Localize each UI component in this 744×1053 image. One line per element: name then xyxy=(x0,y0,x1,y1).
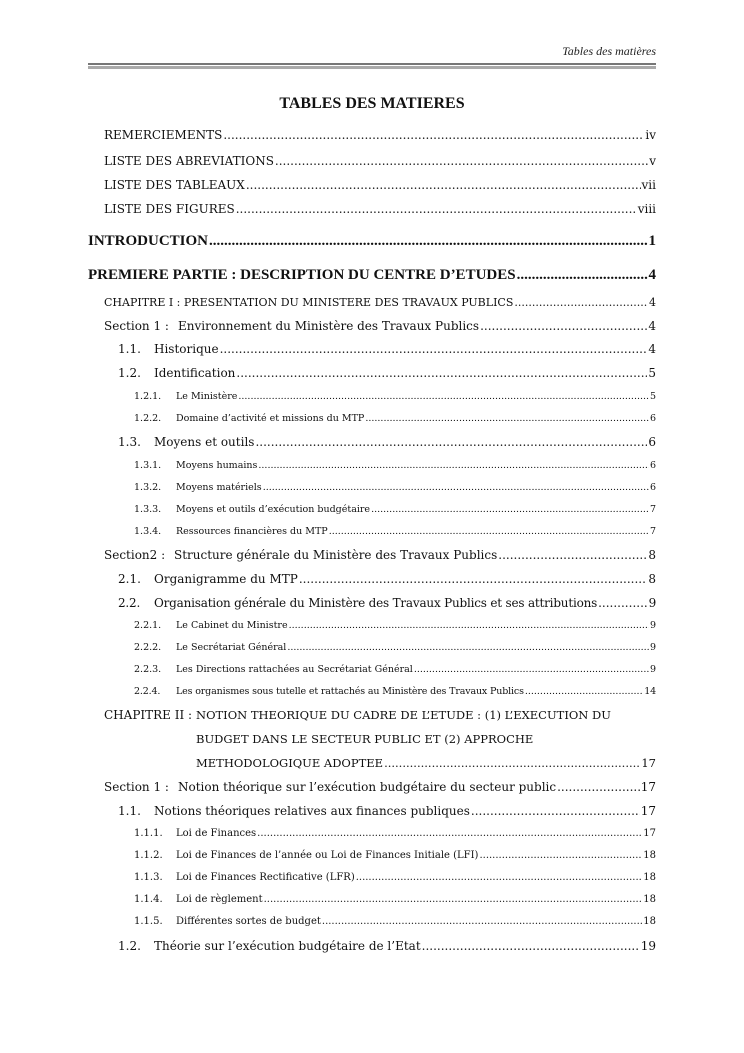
toc-leader xyxy=(422,939,640,953)
toc-page: 9 xyxy=(649,664,656,675)
toc-label: PREMIERE PARTIE : DESCRIPTION DU CENTRE D’ETUDES xyxy=(88,267,516,283)
toc-number: 1.1.5. xyxy=(134,916,163,927)
toc-entry-1-2-1[interactable] xyxy=(134,391,656,402)
toc-entry-ch2-1-1-2[interactable] xyxy=(134,850,656,861)
toc-label: Le Ministère xyxy=(176,391,238,402)
toc-label: Les organismes sous tutelle et rattachés au Ministère des Travaux Publics xyxy=(176,686,524,697)
toc-number: 1.1. xyxy=(118,804,141,818)
toc-page: 8 xyxy=(648,548,656,562)
toc-page: 1 xyxy=(648,233,656,249)
toc-label: Loi de Finances de l’année ou Loi de Finances Initiale (LFI) xyxy=(176,850,479,861)
toc-leader xyxy=(236,366,647,380)
toc-page: 4 xyxy=(649,296,656,309)
toc-entry-section-1-ch2[interactable] xyxy=(104,780,656,794)
toc-leader xyxy=(517,267,648,284)
toc-page: 14 xyxy=(644,686,656,697)
toc-label: Loi de Finances Rectificative (LFR) xyxy=(176,872,355,883)
toc-entry-abreviations[interactable] xyxy=(104,154,656,168)
toc-entry-tableaux[interactable] xyxy=(104,178,656,192)
toc-label: Moyens humains xyxy=(176,460,258,471)
toc-entry-chapitre-1[interactable] xyxy=(104,296,656,309)
header-rule-thick xyxy=(88,66,656,69)
toc-entry-ch2-1-1-1[interactable] xyxy=(134,828,656,839)
toc-number: 1.3.2. xyxy=(134,482,162,493)
toc-label: METHODOLOGIQUE ADOPTEE xyxy=(196,756,384,770)
toc-page: 17 xyxy=(640,804,656,818)
toc-leader xyxy=(299,572,648,586)
toc-leader xyxy=(289,620,649,631)
toc-label: Environnement du Ministère des Travaux Publics xyxy=(178,319,480,333)
toc-leader xyxy=(514,296,648,309)
toc-label: Le Cabinet du Ministre xyxy=(176,620,288,631)
toc-leader xyxy=(479,850,642,861)
toc-leader xyxy=(255,435,647,449)
toc-leader xyxy=(498,548,647,562)
toc-label: Organisation générale du Ministère des Travaux Publics et ses attributions xyxy=(154,596,598,610)
running-header: Tables des matières xyxy=(562,44,656,58)
toc-entry-ch2-1-1-4[interactable] xyxy=(134,894,656,905)
toc-entry-remerciements[interactable] xyxy=(104,128,656,142)
toc-chapitre-2-line-1[interactable]: NOTION THEORIQUE DU CADRE DE L’ETUDE : (1) L’EXECUTION DU xyxy=(196,708,611,722)
toc-page: 6 xyxy=(649,413,656,424)
toc-label: Ressources financières du MTP xyxy=(176,526,328,537)
toc-leader xyxy=(384,756,640,770)
toc-page: 5 xyxy=(648,366,656,380)
toc-number: 2.2.4. xyxy=(134,686,161,697)
toc-leader xyxy=(365,413,649,424)
toc-label: Différentes sortes de budget xyxy=(176,916,321,927)
toc-number: 2.2. xyxy=(118,596,141,610)
toc-number: 1.2.1. xyxy=(134,391,162,402)
toc-label: Notion théorique sur l’exécution budgétaire du secteur public xyxy=(178,780,557,794)
toc-entry-figures[interactable] xyxy=(104,202,656,216)
toc-entry-premiere-partie[interactable] xyxy=(88,267,656,284)
toc-leader xyxy=(598,596,647,610)
toc-number: 1.3.3. xyxy=(134,504,162,515)
toc-page: 4 xyxy=(648,342,656,356)
toc-label: Domaine d’activité et missions du MTP xyxy=(176,413,365,424)
toc-page: 18 xyxy=(643,894,656,905)
toc-number: 1.3. xyxy=(118,435,141,449)
toc-page: 5 xyxy=(649,391,656,402)
toc-entry-section-1[interactable] xyxy=(104,319,656,333)
toc-page: 18 xyxy=(643,850,656,861)
toc-number: 1.3.4. xyxy=(134,526,162,537)
toc-label: Identification xyxy=(154,366,236,380)
toc-number: 1.2. xyxy=(118,939,141,953)
toc-leader xyxy=(480,319,647,333)
toc-leader xyxy=(263,482,649,493)
toc-leader xyxy=(275,154,648,168)
toc-chapitre-2-number: CHAPITRE II : xyxy=(104,708,193,722)
toc-entry-section-2[interactable] xyxy=(104,548,656,562)
toc-page: 7 xyxy=(649,526,656,537)
toc-entry-ch2-1-1-5[interactable] xyxy=(134,916,656,927)
toc-leader xyxy=(371,504,649,515)
toc-number: 1.1.4. xyxy=(134,894,163,905)
toc-entry-ch2-1-1[interactable] xyxy=(118,804,656,818)
toc-label: Loi de Finances xyxy=(176,828,257,839)
toc-leader xyxy=(329,526,649,537)
toc-leader xyxy=(356,872,643,883)
toc-page: 9 xyxy=(649,642,656,653)
toc-leader xyxy=(322,916,642,927)
toc-entry-1-3-1[interactable] xyxy=(134,460,656,471)
toc-label: Organigramme du MTP xyxy=(154,572,298,586)
toc-label: Moyens matériels xyxy=(176,482,262,493)
toc-page: 6 xyxy=(648,435,656,449)
toc-number: Section 1 : xyxy=(104,319,169,333)
toc-label: CHAPITRE I : PRESENTATION DU MINISTERE DES TRAVAUX PUBLICS xyxy=(104,296,514,309)
toc-number: 1.1. xyxy=(118,342,141,356)
toc-label: Les Directions rattachées au Secrétariat Général xyxy=(176,664,413,675)
toc-page: 4 xyxy=(648,267,656,283)
toc-page: 18 xyxy=(643,872,656,883)
toc-number: Section2 : xyxy=(104,548,166,562)
toc-entry-1-3-2[interactable] xyxy=(134,482,656,493)
toc-label: LISTE DES TABLEAUX xyxy=(104,178,245,192)
toc-label: INTRODUCTION xyxy=(88,233,209,249)
toc-entry-1-2[interactable] xyxy=(118,366,656,380)
page-title: TABLES DES MATIERES xyxy=(279,95,465,112)
toc-label: Structure générale du Ministère des Travaux Publics xyxy=(174,548,498,562)
toc-number: 1.3.1. xyxy=(134,460,162,471)
toc-entry-2-2-1[interactable] xyxy=(134,620,656,631)
header-rule xyxy=(88,63,656,65)
toc-page: 6 xyxy=(649,460,656,471)
toc-page: 18 xyxy=(643,916,656,927)
toc-number: Section 1 : xyxy=(104,780,169,794)
toc-entry-2-1[interactable] xyxy=(118,572,656,586)
toc-entry-2-2-4[interactable] xyxy=(134,686,656,697)
toc-entry-introduction[interactable] xyxy=(88,233,656,250)
toc-page: 19 xyxy=(640,939,656,953)
toc-number: 2.2.2. xyxy=(134,642,162,653)
toc-entry-ch2-1-1-3[interactable] xyxy=(134,872,656,883)
toc-page: 17 xyxy=(643,828,656,839)
toc-chapitre-2-line-2[interactable]: BUDGET DANS LE SECTEUR PUBLIC ET (2) APPROCHE xyxy=(196,732,534,746)
toc-page: 9 xyxy=(648,596,656,610)
toc-page: 9 xyxy=(649,620,656,631)
toc-page: viii xyxy=(637,202,656,216)
toc-leader xyxy=(257,828,642,839)
toc-entry-chapitre-2[interactable] xyxy=(196,756,656,770)
toc-entry-2-2[interactable] xyxy=(118,596,656,610)
toc-entry-2-2-3[interactable] xyxy=(134,664,656,675)
toc-entry-1-2-2[interactable] xyxy=(134,413,656,424)
toc-page: iv xyxy=(645,128,656,142)
toc-leader xyxy=(287,642,649,653)
toc-label: Notions théoriques relatives aux finances publiques xyxy=(154,804,470,818)
toc-leader xyxy=(236,202,637,216)
toc-number: 1.2. xyxy=(118,366,141,380)
toc-label: Théorie sur l’exécution budgétaire de l’Etat xyxy=(154,939,421,953)
toc-number: 2.2.1. xyxy=(134,620,162,631)
toc-entry-1-1[interactable] xyxy=(118,342,656,356)
toc-number: 1.2.2. xyxy=(134,413,162,424)
toc-leader xyxy=(414,664,649,675)
toc-leader xyxy=(264,894,643,905)
toc-leader xyxy=(238,391,649,402)
toc-leader xyxy=(220,342,648,356)
toc-page: v xyxy=(649,154,656,168)
toc-entry-1-3-4[interactable] xyxy=(134,526,656,537)
toc-page: 17 xyxy=(641,756,656,770)
toc-label: LISTE DES FIGURES xyxy=(104,202,235,216)
toc-leader xyxy=(557,780,640,794)
toc-number: 1.1.3. xyxy=(134,872,163,883)
toc-page: 6 xyxy=(649,482,656,493)
toc-number: 2.2.3. xyxy=(134,664,162,675)
toc-leader xyxy=(209,233,647,250)
toc-label: Moyens et outils xyxy=(154,435,255,449)
toc-entry-1-3[interactable] xyxy=(118,435,656,449)
toc-leader xyxy=(223,128,644,142)
toc-label: Le Secrétariat Général xyxy=(176,642,287,653)
toc-label: LISTE DES ABREVIATIONS xyxy=(104,154,274,168)
toc-page: vii xyxy=(641,178,656,192)
toc-number: 2.1. xyxy=(118,572,141,586)
toc-leader xyxy=(258,460,649,471)
toc-page: 4 xyxy=(648,319,656,333)
toc-leader xyxy=(246,178,641,192)
toc-entry-2-2-2[interactable] xyxy=(134,642,656,653)
toc-leader xyxy=(471,804,640,818)
toc-number: 1.1.1. xyxy=(134,828,163,839)
toc-page: 17 xyxy=(640,780,656,794)
toc-number: 1.1.2. xyxy=(134,850,163,861)
toc-entry-ch2-1-2[interactable] xyxy=(118,939,656,953)
toc-label: REMERCIEMENTS xyxy=(104,128,223,142)
toc-label: Historique xyxy=(154,342,219,356)
toc-leader xyxy=(525,686,643,697)
toc-label: Moyens et outils d’exécution budgétaire xyxy=(176,504,371,515)
toc-page: 7 xyxy=(649,504,656,515)
toc-label: Loi de règlement xyxy=(176,894,263,905)
toc-page: 8 xyxy=(648,572,656,586)
toc-entry-1-3-3[interactable] xyxy=(134,504,656,515)
